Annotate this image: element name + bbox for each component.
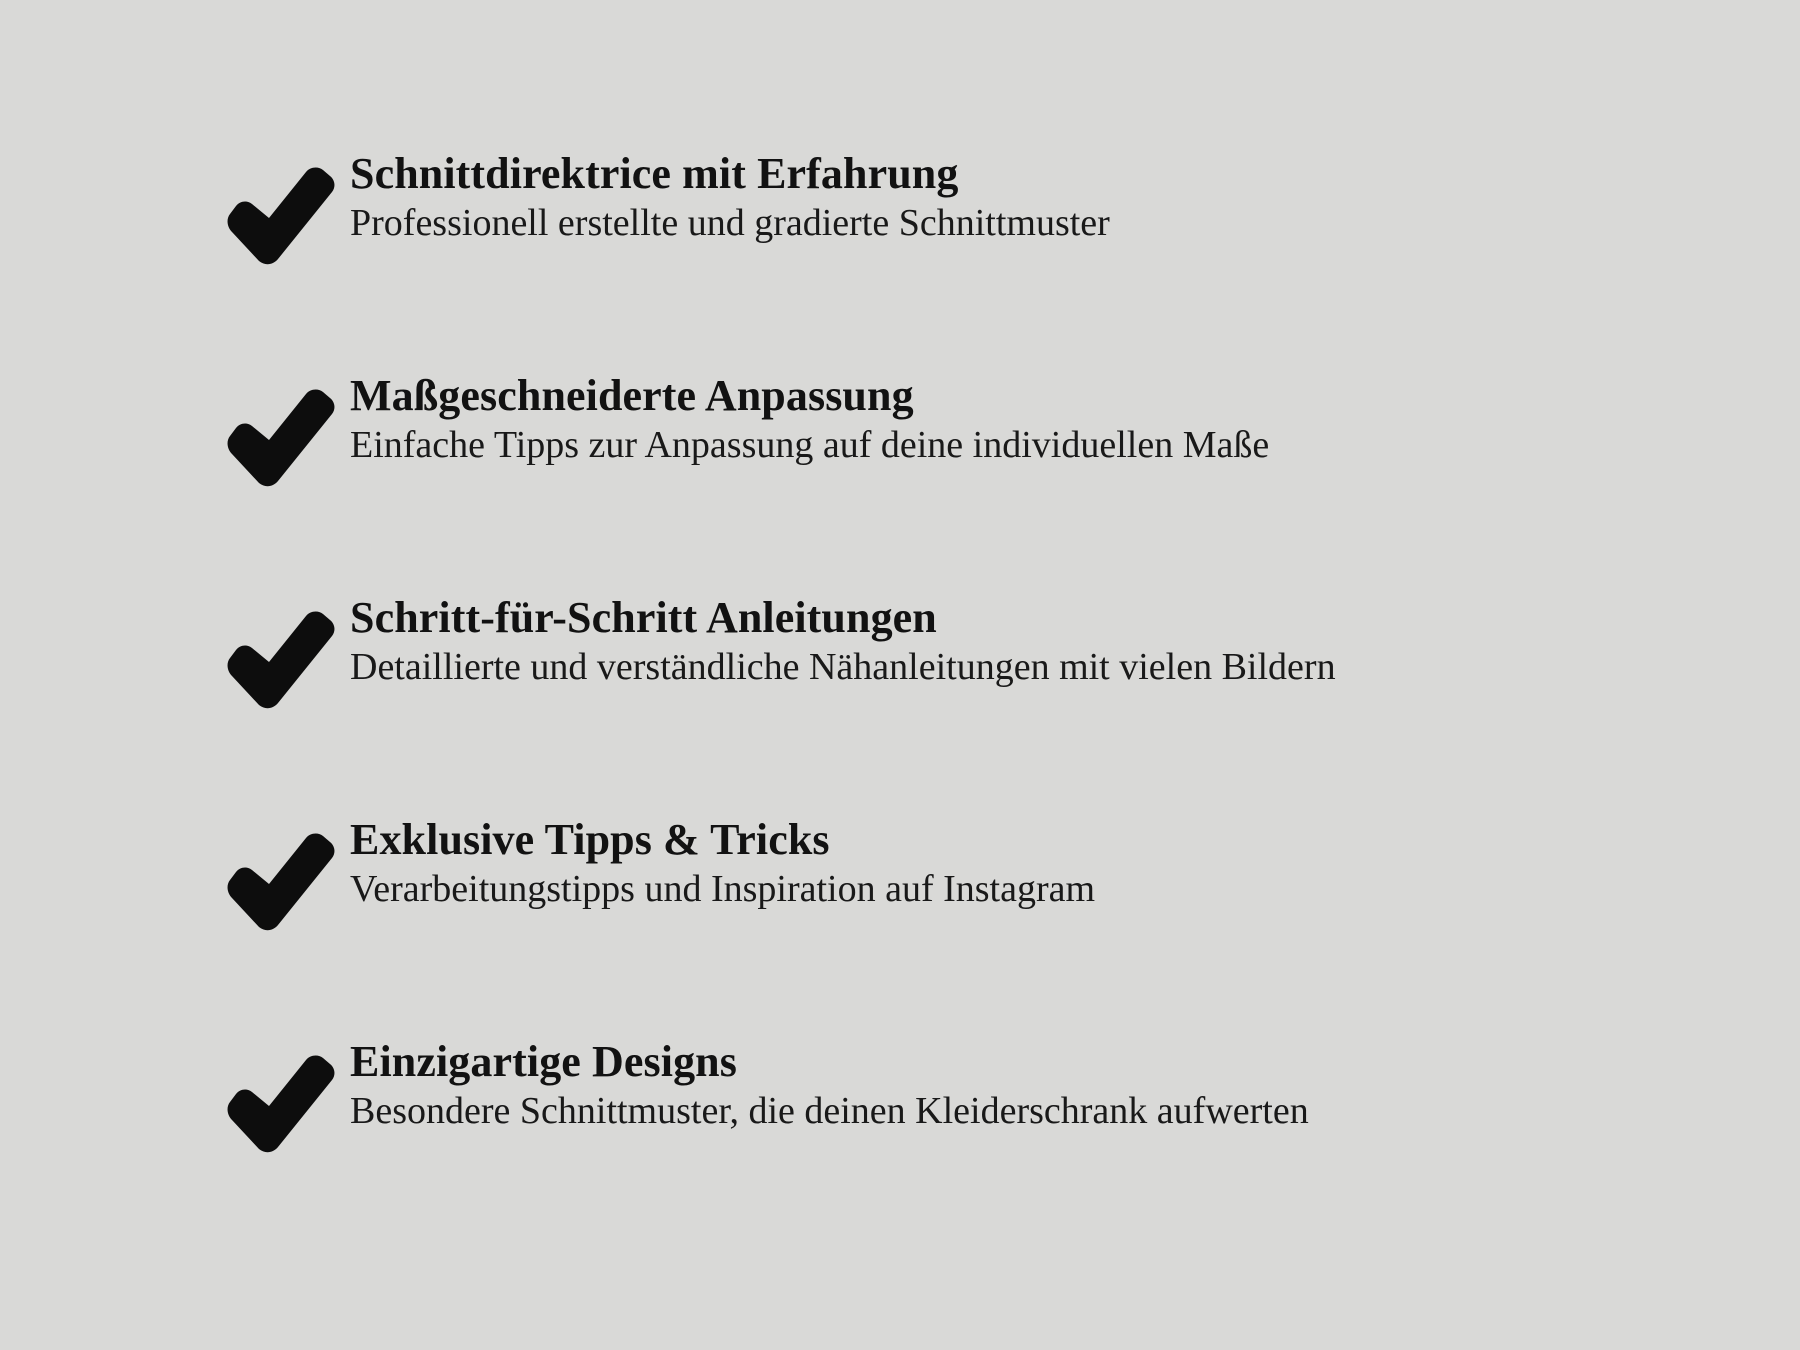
feature-text bbox=[350, 594, 1336, 689]
check-icon bbox=[220, 150, 350, 274]
list-item bbox=[220, 372, 1640, 594]
feature-title: Schritt-für-Schritt Anleitungen bbox=[350, 593, 937, 642]
feature-description: Einfache Tipps zur Anpassung auf deine individuellen Maße bbox=[350, 423, 1270, 466]
feature-description: Verarbeitungstipps und Inspiration auf Instagram bbox=[350, 867, 1096, 910]
feature-text bbox=[350, 1038, 1309, 1133]
feature-title: Einzigartige Designs bbox=[350, 1037, 737, 1086]
check-icon bbox=[220, 816, 350, 940]
feature-title: Exklusive Tipps & Tricks bbox=[350, 815, 830, 864]
list-item bbox=[220, 594, 1640, 816]
feature-description: Detaillierte und verständliche Nähanleitungen mit vielen Bildern bbox=[350, 645, 1336, 688]
list-item bbox=[220, 816, 1640, 1038]
feature-title: Schnittdirektrice mit Erfahrung bbox=[350, 149, 959, 198]
feature-description: Professionell erstellte und gradierte Schnittmuster bbox=[350, 201, 1110, 244]
feature-text bbox=[350, 150, 1110, 245]
check-icon bbox=[220, 1038, 350, 1162]
check-icon bbox=[220, 372, 350, 496]
check-icon bbox=[220, 594, 350, 718]
feature-title: Maßgeschneiderte Anpassung bbox=[350, 371, 914, 420]
list-item bbox=[220, 1038, 1640, 1260]
feature-description: Besondere Schnittmuster, die deinen Kleiderschrank aufwerten bbox=[350, 1089, 1309, 1132]
feature-text bbox=[350, 816, 1095, 911]
list-item bbox=[220, 150, 1640, 372]
feature-list bbox=[220, 150, 1640, 1260]
feature-text bbox=[350, 372, 1269, 467]
